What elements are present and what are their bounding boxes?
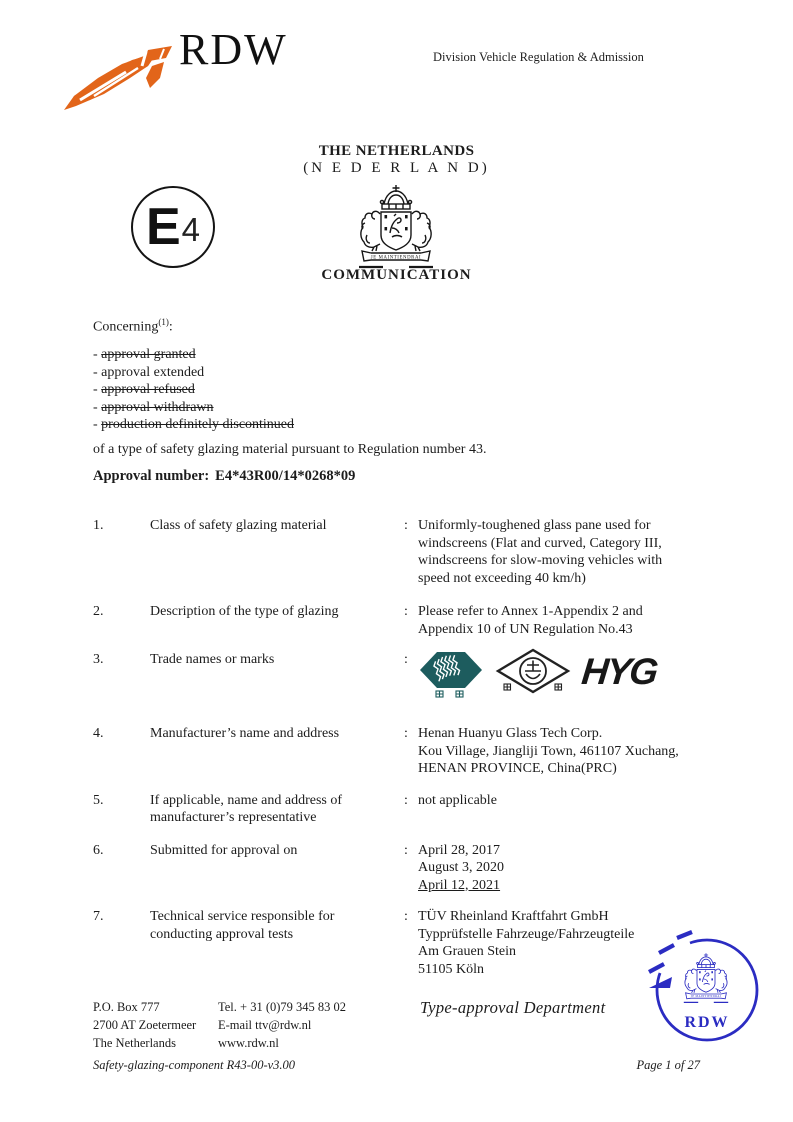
item-colon: : [404, 909, 408, 924]
item-value: Please refer to Annex 1-Appendix 2 and Appendix 10 of UN Regulation No.43 [418, 604, 643, 637]
item-number: 3. [93, 652, 104, 667]
item-colon: : [404, 652, 408, 667]
item-row-1 [93, 517, 708, 587]
department-label: Type-approval Department [420, 998, 606, 1017]
trademark-logos [418, 651, 708, 699]
concerning-option: - approval refused [93, 382, 195, 398]
concerning-option: - production definitely discontinued [93, 417, 295, 433]
rdw-stamp-icon [641, 926, 769, 1054]
emblem-motto: JE MAINTIENDRAI [370, 255, 422, 261]
huanyu-hexagon-logo-icon [418, 647, 484, 699]
country-native-title: (N E D E R L A N D) [303, 160, 490, 176]
document-reference: Safety-glazing-component R43-00-v3.00 [93, 1058, 296, 1072]
e4-approval-mark [131, 186, 215, 268]
e-mark-letter: E [145, 198, 181, 256]
item-number: 5. [93, 792, 104, 808]
rdw-brand-title: RDW [179, 25, 288, 74]
item-value: April 28, 2017 August 3, 2020 April 12, 2021 [418, 842, 504, 893]
item-row-5 [93, 792, 708, 827]
item-label: Submitted for approval on [150, 842, 298, 858]
item-value: Henan Huanyu Glass Tech Corp. Kou Village, Jiangliji Town, 461107 Xuchang, HENAN PROVINCE, China(PRC) [418, 726, 679, 776]
item-label: Trade names or marks [150, 652, 275, 667]
concerning-subject: of a type of safety glazing material pursuant to Regulation number 43. [93, 441, 487, 457]
division-label: Division Vehicle Regulation & Admission [433, 50, 644, 64]
concerning-option: - approval extended [93, 364, 205, 380]
item-value: TÜV Rheinland Kraftfahrt GmbH Typprüfstelle Fahrzeuge/Fahrzeugteile Am Grauen Stein 51105 Köln [418, 909, 635, 977]
concerning-option: - approval withdrawn [93, 399, 214, 415]
item-number: 2. [93, 604, 104, 619]
item-value: not applicable [418, 792, 497, 808]
rdw-feather-logo-icon [60, 44, 180, 118]
item-label: If applicable, name and address of manufacturer’s representative [150, 792, 343, 825]
footer-phone: Tel. + 31 (0)79 345 83 02 [218, 1000, 347, 1014]
footer-contact [218, 998, 346, 1052]
country-title: THE NETHERLANDS [318, 143, 475, 159]
stamp-text: RDW [684, 1014, 730, 1031]
item-label: Manufacturer’s name and address [150, 726, 340, 741]
netherlands-coat-of-arms-icon [331, 183, 461, 271]
item-label: Class of safety glazing material [150, 518, 327, 533]
item-colon: : [404, 842, 408, 858]
footer-website: www.rdw.nl [218, 1036, 279, 1050]
concerning-section [93, 314, 705, 458]
item-number: 6. [93, 842, 104, 858]
item-row-3 [93, 651, 708, 703]
diamond-trademark-logo-icon [493, 647, 573, 699]
approval-items-list [93, 517, 708, 978]
item-row-7 [93, 908, 708, 978]
footnote-ref: (1) [158, 317, 169, 327]
item-number: 1. [93, 518, 104, 533]
hyg-wordmark: HYG [579, 651, 659, 692]
cjk-characters-mark [436, 691, 463, 697]
item-colon: : [404, 792, 408, 808]
item-row-4 [93, 725, 708, 778]
item-value: Uniformly-toughened glass pane used for windscreens (Flat and curved, Category III, windscreens for slow-moving vehicles with speed not exceeding 40 km/h) [418, 518, 663, 586]
concerning-label: Concerning$^{(1)}$: [93, 317, 173, 335]
item-number: 7. [93, 909, 104, 924]
approval-number-label: Approval number: [93, 468, 210, 484]
cjk-characters-mark [504, 684, 562, 690]
item-row-6 [93, 842, 708, 895]
concerning-option: - approval granted [93, 347, 196, 363]
footer-address: P.O. Box 777 2700 AT Zoetermeer The Netherlands [93, 1000, 197, 1050]
item-number: 4. [93, 726, 104, 741]
item-label: Technical service responsible for conducting approval tests [150, 909, 335, 942]
item-colon: : [404, 518, 408, 533]
item-colon: : [404, 604, 408, 619]
footer-email: E-mail ttv@rdw.nl [218, 1018, 312, 1032]
item-row-2 [93, 603, 708, 638]
item-label: Description of the type of glazing [150, 604, 339, 619]
approval-number [93, 468, 355, 485]
communication-heading: COMMUNICATION [321, 267, 472, 283]
e-mark-number: 4 [181, 210, 201, 248]
item-colon: : [404, 726, 408, 741]
approval-number-value: E4*43R00/14*0268*09 [215, 468, 356, 484]
page-number: Page 1 of 27 [636, 1058, 700, 1072]
